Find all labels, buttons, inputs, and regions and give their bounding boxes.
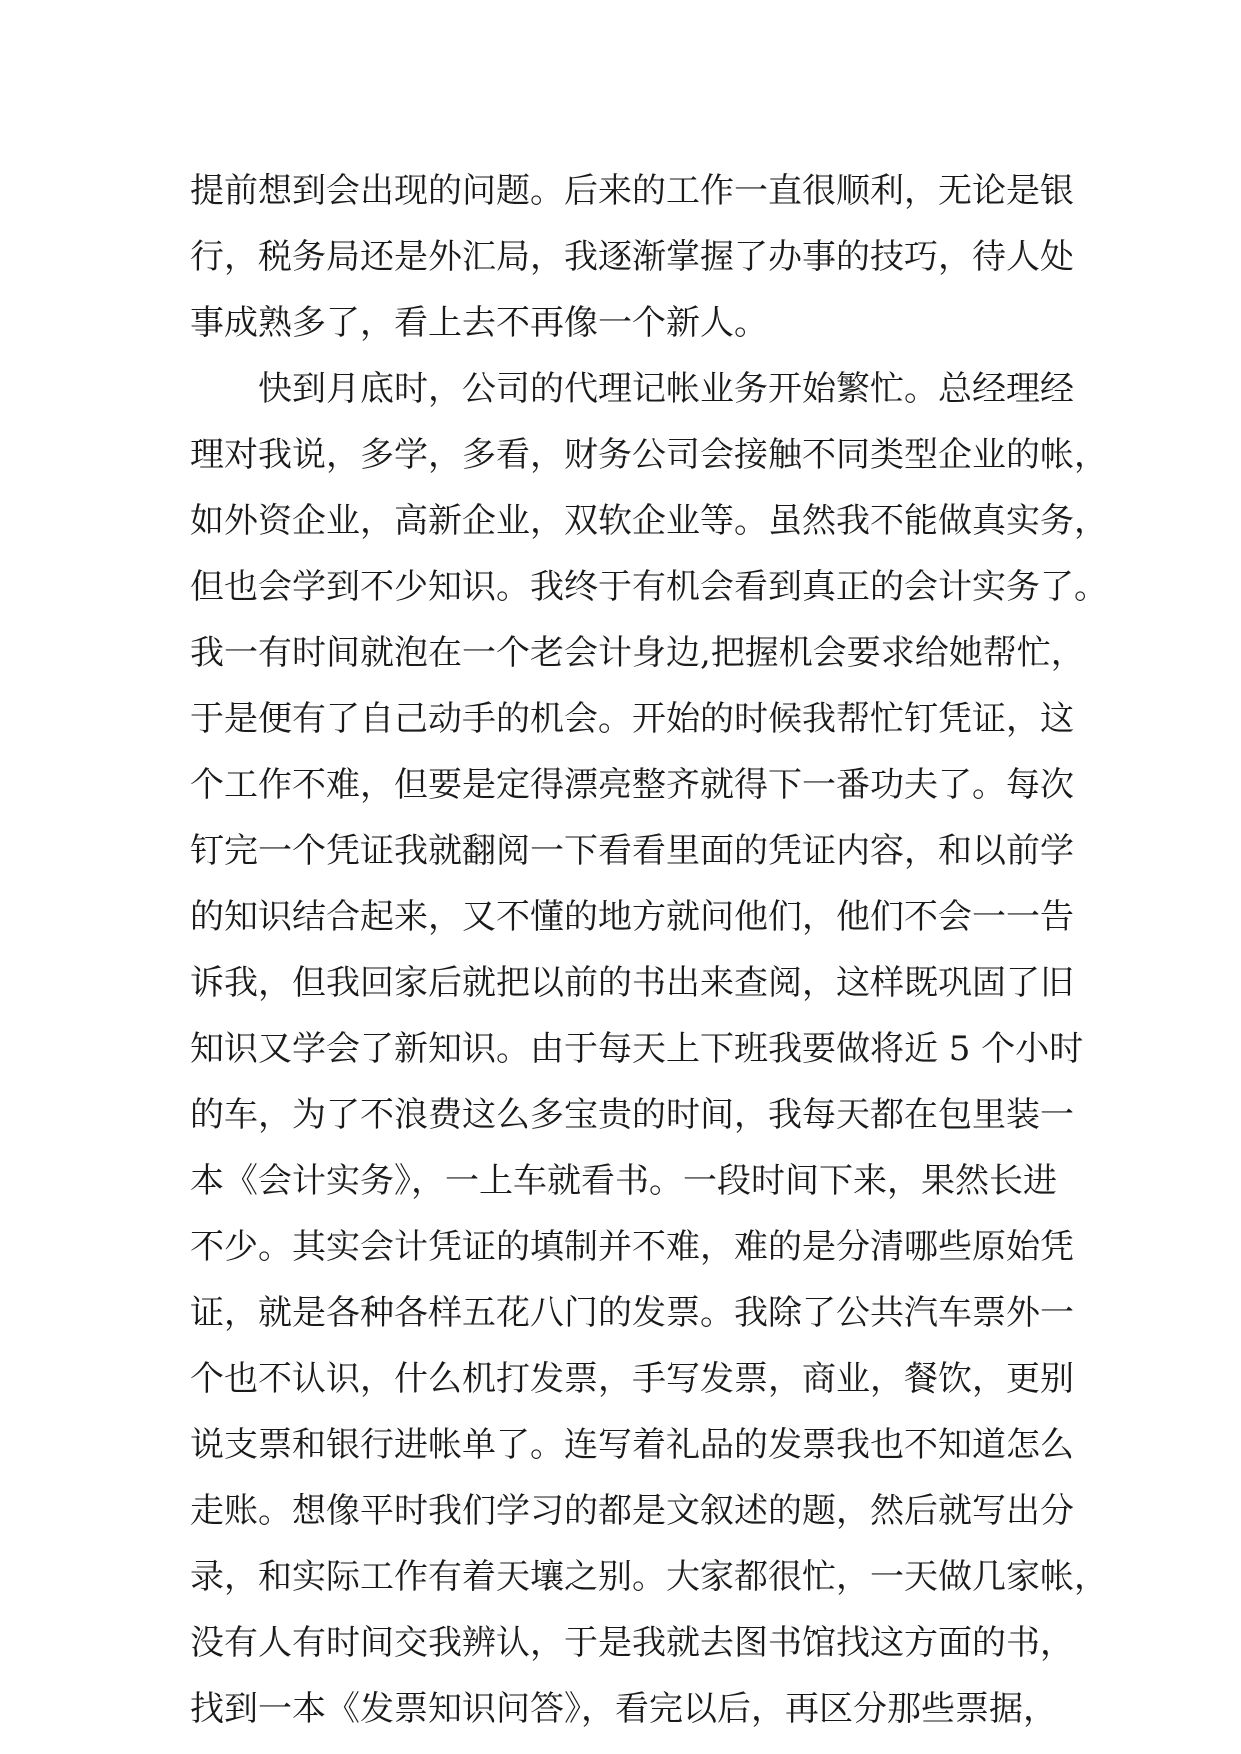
text-line: 录，和实际工作有着天壤之别。大家都很忙，一天做几家帐， bbox=[190, 1557, 1108, 1597]
text-line: 不少。其实会计凭证的填制并不难，难的是分清哪些原始凭 bbox=[190, 1227, 1074, 1267]
text-line: 我一有时间就泡在一个老会计身边,把握机会要求给她帮忙， bbox=[190, 633, 1085, 673]
text-line: 说支票和银行进帐单了。连写着礼品的发票我也不知道怎么 bbox=[190, 1425, 1074, 1465]
text-line: 的知识结合起来，又不懂的地方就问他们，他们不会一一告 bbox=[190, 897, 1074, 937]
text-line: 走账。想像平时我们学习的都是文叙述的题，然后就写出分 bbox=[190, 1491, 1074, 1531]
text-line: 诉我，但我回家后就把以前的书出来查阅，这样既巩固了旧 bbox=[190, 963, 1074, 1003]
text-line: 没有人有时间交我辨认，于是我就去图书馆找这方面的书， bbox=[190, 1623, 1074, 1663]
text-line: 个也不认识，什么机打发票，手写发票，商业，餐饮，更别 bbox=[190, 1359, 1074, 1399]
text-line: 本《会计实务》，一上车就看书。一段时间下来，果然长进 bbox=[190, 1161, 1057, 1201]
text-line: 提前想到会出现的问题。后来的工作一直很顺利，无论是银 bbox=[190, 171, 1074, 211]
text-line: 个工作不难，但要是定得漂亮整齐就得下一番功夫了。每次 bbox=[190, 765, 1074, 805]
text-line: 于是便有了自己动手的机会。开始的时候我帮忙钉凭证，这 bbox=[190, 699, 1074, 739]
body-text bbox=[190, 158, 1108, 1742]
paragraph-first-line: 快到月底时，公司的代理记帐业务开始繁忙。总经理经 bbox=[258, 369, 1074, 409]
text-line: 行，税务局还是外汇局，我逐渐掌握了办事的技巧，待人处 bbox=[190, 237, 1074, 277]
text-line: 钉完一个凭证我就翻阅一下看看里面的凭证内容，和以前学 bbox=[190, 831, 1074, 871]
text-line: 理对我说，多学，多看，财务公司会接触不同类型企业的帐， bbox=[190, 435, 1108, 475]
text-line: 如外资企业，高新企业，双软企业等。虽然我不能做真实务， bbox=[190, 501, 1108, 541]
text-line: 事成熟多了，看上去不再像一个新人。 bbox=[190, 303, 768, 343]
text-line: 知识又学会了新知识。由于每天上下班我要做将近 5 个小时 bbox=[190, 1029, 1084, 1069]
text-line: 但也会学到不少知识。我终于有机会看到真正的会计实务了。 bbox=[190, 567, 1108, 607]
text-line: 找到一本《发票知识问答》，看完以后，再区分那些票据， bbox=[190, 1689, 1057, 1729]
text-line: 证，就是各种各样五花八门的发票。我除了公共汽车票外一 bbox=[190, 1293, 1074, 1333]
text-line: 的车，为了不浪费这么多宝贵的时间，我每天都在包里装一 bbox=[190, 1095, 1074, 1135]
